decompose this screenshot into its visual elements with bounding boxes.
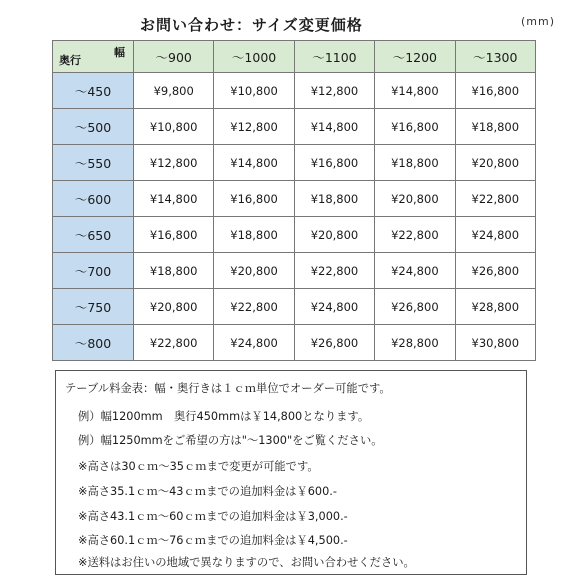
price-cell: ¥26,800: [375, 289, 455, 325]
table-row: [53, 109, 536, 145]
price-cell: ¥22,800: [294, 253, 374, 289]
page-title: お問い合わせ：サイズ変更価格: [140, 16, 363, 34]
column-header: ～1200: [375, 41, 455, 73]
price-cell: ¥18,800: [455, 109, 535, 145]
price-cell: ¥14,800: [214, 145, 294, 181]
price-cell: ¥22,800: [214, 289, 294, 325]
price-cell: ¥14,800: [134, 181, 214, 217]
price-cell: ¥14,800: [294, 109, 374, 145]
price-cell: ¥18,800: [134, 253, 214, 289]
price-cell: ¥12,800: [294, 73, 374, 109]
price-cell: ¥12,800: [134, 145, 214, 181]
column-header: ～1000: [214, 41, 294, 73]
price-cell: ¥10,800: [134, 109, 214, 145]
price-cell: ¥20,800: [375, 181, 455, 217]
price-cell: ¥16,800: [294, 145, 374, 181]
price-table: [52, 40, 536, 361]
price-cell: ¥12,800: [214, 109, 294, 145]
price-cell: ¥26,800: [294, 325, 374, 361]
price-cell: ¥24,800: [214, 325, 294, 361]
price-cell: ¥26,800: [455, 253, 535, 289]
price-cell: ¥20,800: [455, 145, 535, 181]
note-line: 例）幅1200mm 奥行450mmは￥14,800となります。: [78, 410, 370, 423]
price-cell: ¥24,800: [455, 217, 535, 253]
price-cell: ¥16,800: [375, 109, 455, 145]
price-cell: ¥22,800: [134, 325, 214, 361]
table-row: [53, 289, 536, 325]
price-cell: ¥18,800: [294, 181, 374, 217]
table-row: [53, 217, 536, 253]
table-row: [53, 253, 536, 289]
column-header: ～1100: [294, 41, 374, 73]
row-header: ～750: [53, 289, 134, 325]
price-cell: ¥20,800: [134, 289, 214, 325]
price-cell: ¥16,800: [455, 73, 535, 109]
price-cell: ¥16,800: [214, 181, 294, 217]
price-cell: ¥20,800: [214, 253, 294, 289]
depth-axis-label: 奥行: [59, 54, 81, 67]
price-cell: ¥16,800: [134, 217, 214, 253]
column-header: ～900: [134, 41, 214, 73]
row-header: ～800: [53, 325, 134, 361]
table-row: [53, 73, 536, 109]
price-cell: ¥22,800: [375, 217, 455, 253]
price-cell: ¥18,800: [214, 217, 294, 253]
note-line: テーブル料金表：幅・奥行きは１ｃｍ単位でオーダー可能です。: [65, 382, 391, 395]
table-row: [53, 325, 536, 361]
table-body: [53, 73, 536, 361]
price-cell: ¥20,800: [294, 217, 374, 253]
row-header: ～700: [53, 253, 134, 289]
width-axis-label: 幅: [114, 46, 125, 59]
row-header: ～500: [53, 109, 134, 145]
price-cell: ¥24,800: [294, 289, 374, 325]
row-header: ～600: [53, 181, 134, 217]
row-header: ～550: [53, 145, 134, 181]
price-cell: ¥18,800: [375, 145, 455, 181]
note-line: 例）幅1250mmをご希望の方は"～1300"をご覧ください。: [78, 434, 383, 447]
page-header: [0, 12, 583, 36]
row-header: ～650: [53, 217, 134, 253]
table-row: [53, 145, 536, 181]
price-cell: ¥14,800: [375, 73, 455, 109]
price-cell: ¥9,800: [134, 73, 214, 109]
price-cell: ¥22,800: [455, 181, 535, 217]
table-row: [53, 181, 536, 217]
row-header: ～450: [53, 73, 134, 109]
price-cell: ¥28,800: [375, 325, 455, 361]
note-line: ※高さは30ｃｍ～35ｃｍまで変更が可能です。: [78, 460, 319, 473]
header-row: [53, 41, 536, 73]
column-header: ～1300: [455, 41, 535, 73]
unit-label: (mm): [520, 15, 555, 28]
note-line: ※高さ43.1ｃｍ～60ｃｍまでの追加料金は￥3,000.-: [78, 510, 348, 523]
price-cell: ¥24,800: [375, 253, 455, 289]
price-cell: ¥30,800: [455, 325, 535, 361]
note-line: ※送料はお住いの地域で異なりますので、お問い合わせください。: [78, 556, 415, 569]
price-cell: ¥10,800: [214, 73, 294, 109]
notes-box: [55, 370, 527, 575]
note-line: ※高さ60.1ｃｍ～76ｃｍまでの追加料金は￥4,500.-: [78, 534, 348, 547]
corner-cell: [53, 41, 134, 73]
price-cell: ¥28,800: [455, 289, 535, 325]
note-line: ※高さ35.1ｃｍ～43ｃｍまでの追加料金は￥600.-: [78, 485, 337, 498]
